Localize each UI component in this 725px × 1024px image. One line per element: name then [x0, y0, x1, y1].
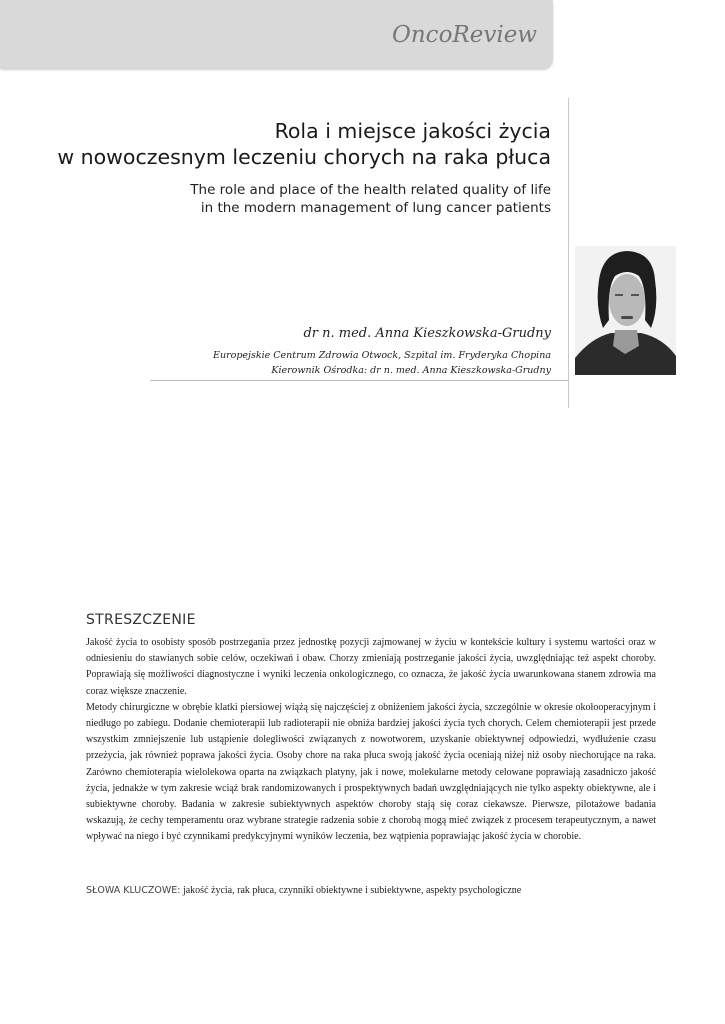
- author-name: dr n. med. Anna Kieszkowska-Grudny: [303, 326, 551, 341]
- author-affiliation: [213, 348, 551, 378]
- abstract-paragraph-2: Metody chirurgiczne w obrębie klatki piersiowej wiążą się najczęściej z obniżeniem jakości życia, szczególnie w okresie okołooperacyjnym i niedługo po zabiegu. Dodanie chemioterapii lub radioterapii nie obniża bardziej jakości życia tych chorych. Celem chemioterapii jest przede wszystkim zmniejszenie lub ustąpienie dolegliwości związanych z nowotworem, uzyskanie obiektywnej odpowiedzi, wydłużenie czasu przeżycia, jak również poprawa jakości życia. Osoby chore na raka płuca swoją jakość życia oceniają niżej niż osoby niechorujące na raka. Zarówno chemioterapia wielolekowa oparta na związkach platyny, jak i nowe, molekularne metody celowane poprawiają zasadniczo jakość życia, jednakże w tym zakresie wciąż brak randomizowanych i prospektywnych badań uwzględniających nie tylko aspekty obiektywne, ale i subiektywne choroby. Badania w zakresie subiektywnych aspektów choroby stają się coraz ciekawsze. Pierwsze, pilotażowe badania wskazują, że cechy temperamentu oraz wybrane strategie radzenia sobie z chorobą mogą mieć związek z procesem terapeutycznym, a nawet wpływać na niego i być czynnikami predykcyjnymi wyników leczenia, bez wątpienia poprawiając jakość życia w chorobie.: [86, 701, 656, 843]
- article-title-english: [31, 181, 551, 217]
- article-title-polish: [31, 118, 551, 170]
- affiliation-line-2: Kierownik Ośrodka: dr n. med. Anna Kieszkowska-Grudny: [271, 365, 551, 376]
- title-pl-line-1: Rola i miejsce jakości życia: [274, 119, 551, 143]
- vertical-divider: [568, 98, 569, 408]
- affiliation-line-1: Europejskie Centrum Zdrowia Otwock, Szpital im. Fryderyka Chopina: [213, 350, 551, 361]
- header-underline: [150, 380, 568, 381]
- abstract-heading: STRESZCZENIE: [86, 612, 196, 628]
- abstract-body: [86, 635, 656, 846]
- title-en-line-1: The role and place of the health related quality of life: [190, 182, 551, 198]
- author-portrait-image: [575, 246, 676, 375]
- keywords-text: jakość życia, rak płuca, czynniki obiektywne i subiektywne, aspekty psychologiczne: [182, 885, 522, 896]
- title-pl-line-2: w nowoczesnym leczeniu chorych na raka płuca: [57, 145, 551, 169]
- title-en-line-2: in the modern management of lung cancer patients: [200, 200, 551, 216]
- journal-name: OncoReview: [392, 22, 537, 48]
- keywords: [86, 885, 656, 896]
- author-photo: [575, 246, 676, 375]
- keywords-label: SŁOWA KLUCZOWE:: [86, 885, 181, 896]
- abstract-paragraph-1: Jakość życia to osobisty sposób postrzegania przez jednostkę pozycji zajmowanej w życiu w kontekście kultury i systemu wartości oraz w odniesieniu do stawianych sobie celów, oczekiwań i obaw. Chorzy zmieniają postrzeganie jakości życia, uwzględniając też aspekt choroby. Poprawiają się możliwości diagnostyczne i wyniki leczenia onkologicznego, co oznacza, że jakość życia uwarunkowana stanem zdrowia ma coraz większe znaczenie.: [86, 637, 656, 697]
- journal-header-band: [0, 0, 553, 68]
